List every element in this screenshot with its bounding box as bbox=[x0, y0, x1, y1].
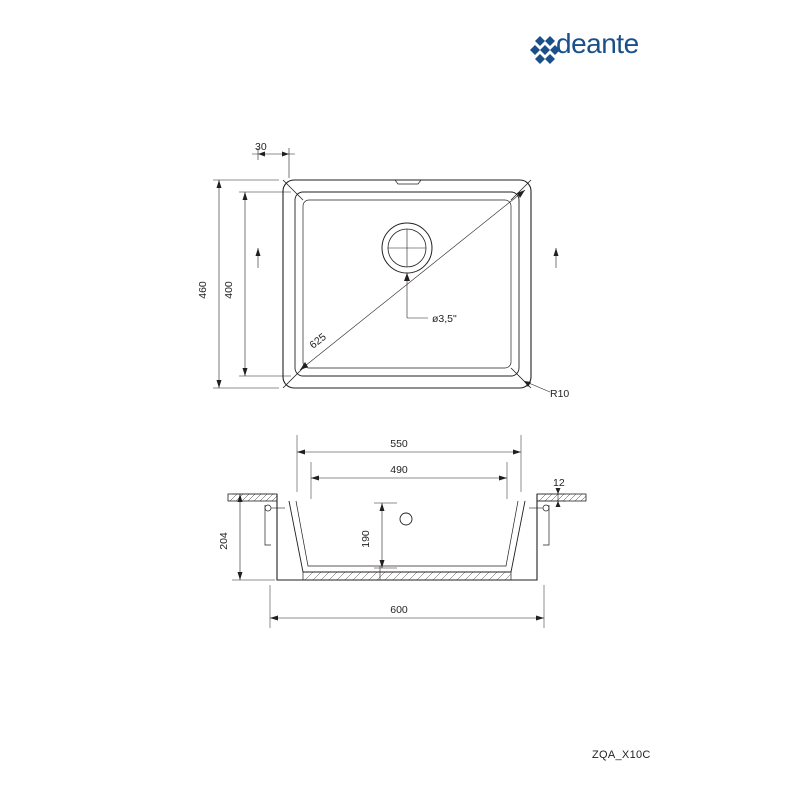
dim-inner-width: 490 bbox=[390, 464, 408, 476]
dim-corner-radius: R10 bbox=[550, 388, 570, 400]
dim-outer-height: 460 bbox=[197, 281, 209, 299]
dim-inner-height: 400 bbox=[223, 281, 235, 299]
dim-diagonal: 625 bbox=[307, 331, 329, 352]
product-code: ZQA_X10C bbox=[592, 749, 651, 761]
dim-cabinet-width: 600 bbox=[390, 604, 408, 616]
brand-wordmark: deante bbox=[556, 28, 639, 59]
dim-outer-width: 550 bbox=[390, 438, 408, 450]
dim-rim-thickness: 12 bbox=[553, 477, 565, 489]
dim-offset-top: 30 bbox=[255, 141, 267, 153]
dim-bowl-depth: 190 bbox=[360, 530, 372, 548]
dim-drain: ø3,5" bbox=[432, 313, 457, 325]
dim-total-depth: 204 bbox=[218, 532, 230, 550]
